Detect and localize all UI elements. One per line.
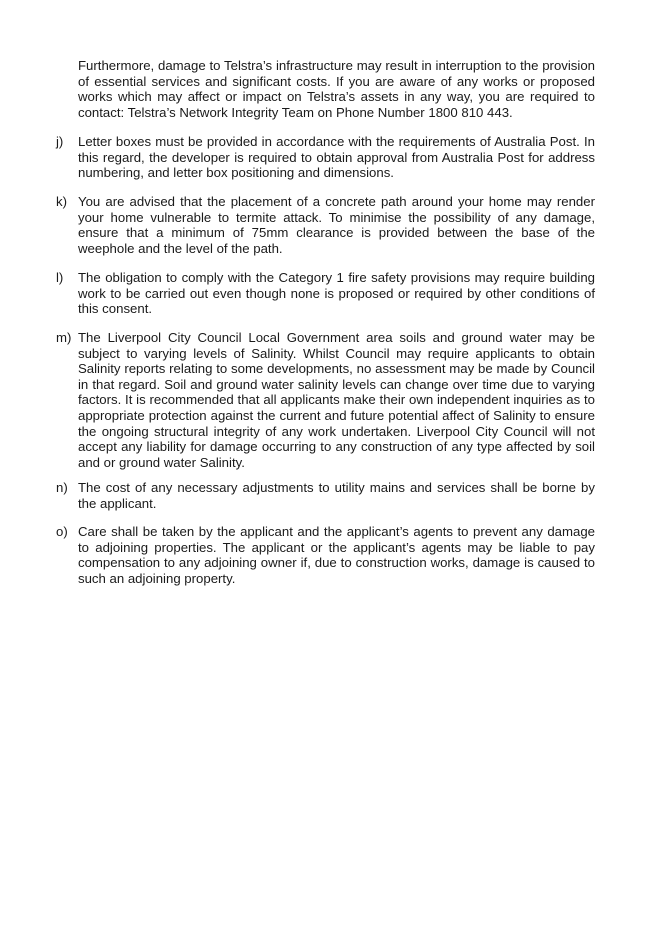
list-item-text: The cost of any necessary adjustments to utility mains and services shall be borne by the applicant. (78, 480, 595, 511)
intro-paragraph: Furthermore, damage to Telstra’s infrastructure may result in interruption to the provision of essential services and significant costs. If you are aware of any works or proposed works which may affect or impact on Telstra’s assets in any way, you are required to contact: Telstra’s Network Integrity Team on Phone Number 1800 810 443. (78, 58, 595, 120)
list-item-text: The obligation to comply with the Category 1 fire safety provisions may require building work to be carried out even though none is proposed or required by other conditions of this consent. (78, 270, 595, 317)
list-item-o (56, 524, 595, 586)
list-item-l (56, 270, 595, 317)
list-marker: m) (56, 330, 72, 345)
list-item-text: Letter boxes must be provided in accordance with the requirements of Australia Post. In this regard, the developer is required to obtain approval from Australia Post for address numbering, and letter box positioning and dimensions. (78, 134, 595, 181)
list-item-n (56, 480, 595, 511)
list-marker: o) (56, 524, 68, 539)
list-item-j (56, 134, 595, 181)
list-item-k (56, 194, 595, 256)
list-marker: j) (56, 134, 64, 149)
list-marker: l) (56, 270, 64, 285)
list-item-m (56, 330, 595, 470)
list-item-text: You are advised that the placement of a concrete path around your home may render your home vulnerable to termite attack. To minimise the possibility of any damage, ensure that a minimum of 75mm clearance is provided between the base of the weephole and the level of the path. (78, 194, 595, 256)
list-marker: k) (56, 194, 67, 209)
list-item-text: The Liverpool City Council Local Government area soils and ground water may be subject to varying levels of Salinity. Whilst Council may require applicants to obtain Salinity reports relating to some developments, no assessment may be made by Council in that regard. Soil and ground water salinity levels can change over time due to varying factors. It is recommended that all applicants make their own independent inquiries as to appropriate protection against the current and future potential affect of Salinity to ensure the ongoing structural integrity of any work undertaken. Liverpool City Council will not accept any liability for damage occurring to any construction of any type affected by soil and or ground water Salinity. (78, 330, 595, 470)
list-item-text: Care shall be taken by the applicant and the applicant’s agents to prevent any damage to adjoining properties. The applicant or the applicant’s agents may be liable to pay compensation to any adjoining owner if, due to construction works, damage is caused to such an adjoining property. (78, 524, 595, 586)
list-marker: n) (56, 480, 68, 495)
